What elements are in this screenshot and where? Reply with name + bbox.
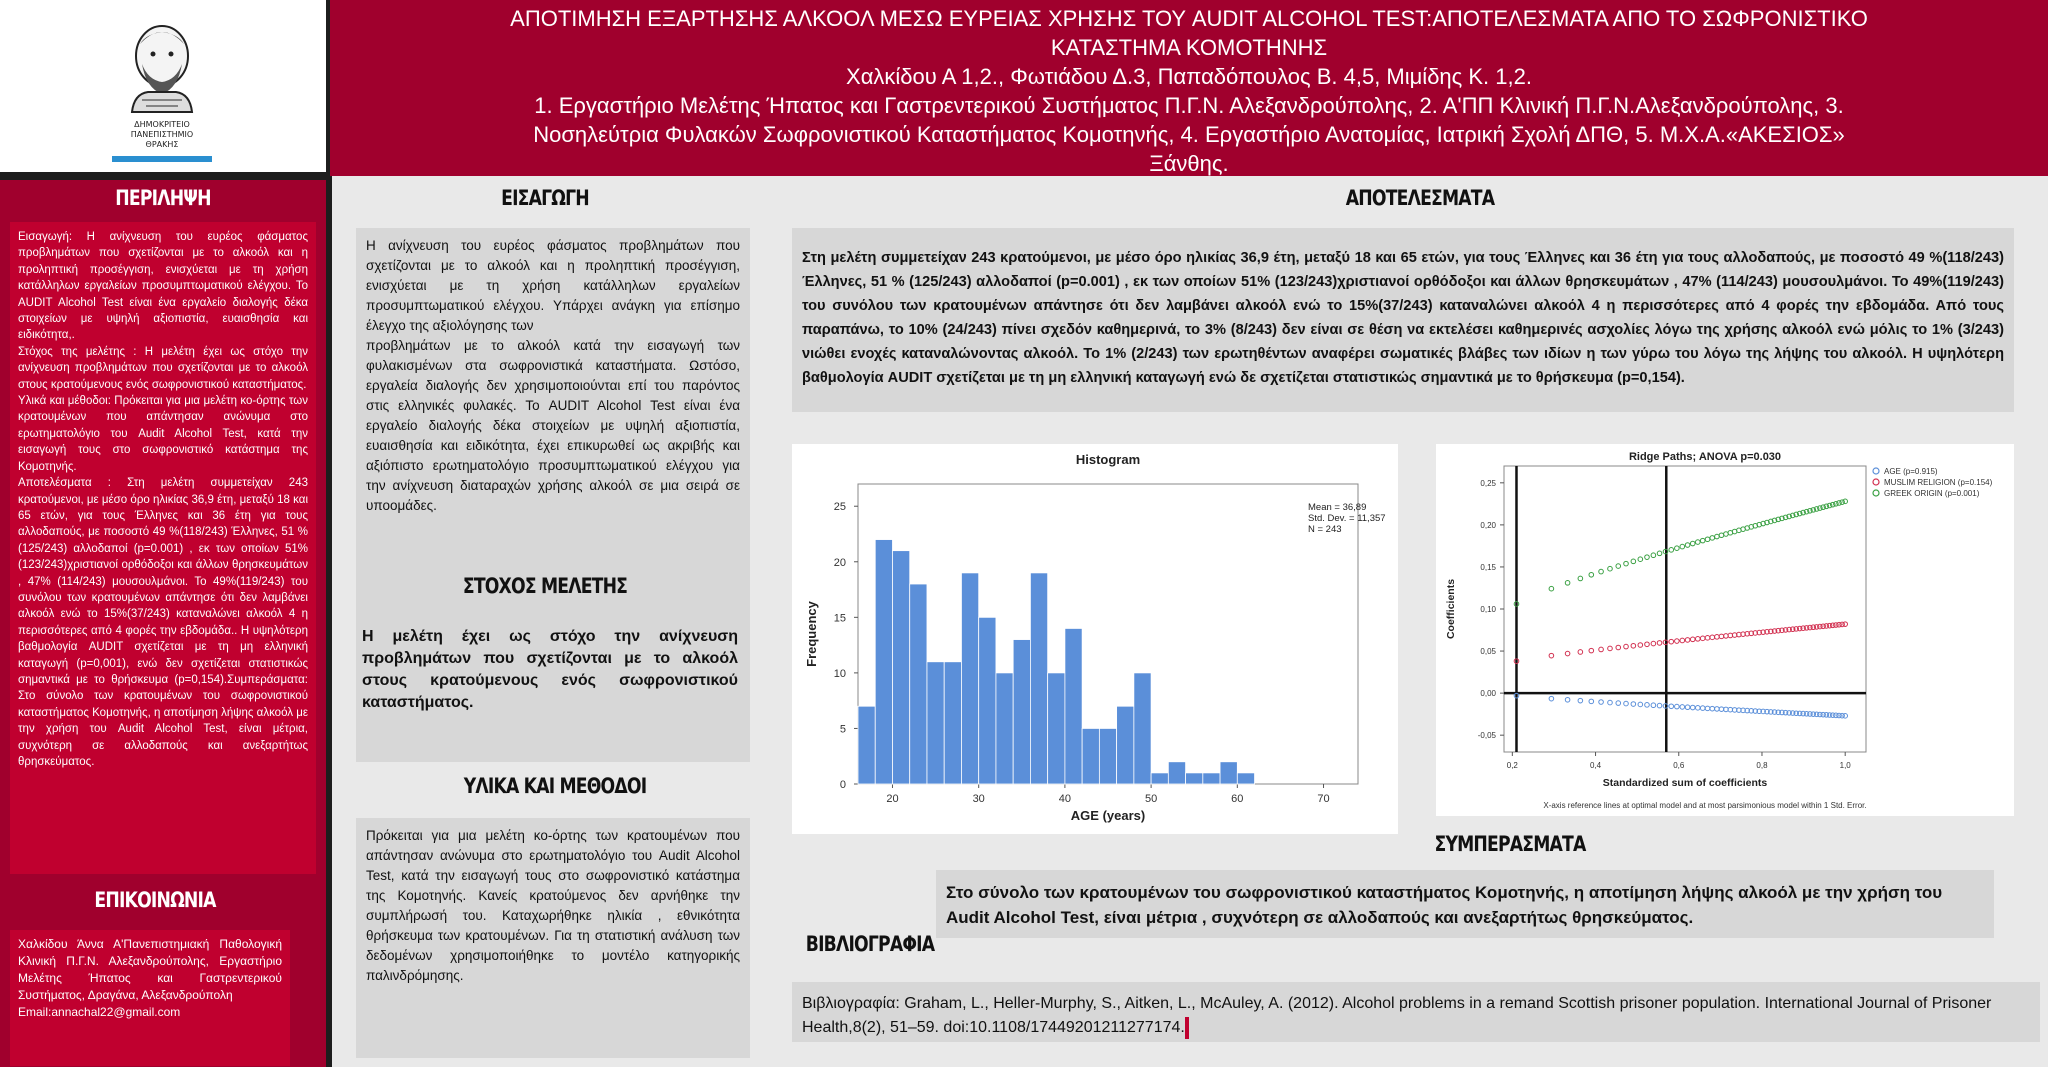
histogram-bar: [927, 662, 944, 784]
results-box: [792, 228, 2014, 412]
ridge-footnote: X-axis reference lines at optimal model and at most parsimonious model within 1 Std. Error.: [1543, 801, 1867, 810]
conclusions-text: Στο σύνολο των κρατουμένων του σωφρονιστικού καταστήματος Κομοτηνής, η αποτίμηση λήψης αλκοόλ με την χρήση του Audit Alcohol Test, είναι μέτρια , συχνότερη σε αλλοδαπούς και ανεξαρτήτως θρησκεύματος.: [946, 883, 1943, 927]
x-tick-label: 70: [1317, 793, 1330, 805]
histogram-bar: [1237, 773, 1254, 784]
histogram-sd: Std. Dev. = 11,357: [1308, 513, 1386, 524]
ridge-y-label: Coefficients: [1445, 578, 1457, 640]
y-tick-label: 0,10: [1480, 605, 1496, 614]
ridge-title: Ridge Paths; ANOVA p=0.030: [1628, 451, 1782, 463]
text-cursor: [1185, 1017, 1189, 1039]
x-tick-label: 30: [972, 793, 985, 805]
aim-heading: ΣΤΟΧΟΣ ΜΕΛΕΤΗΣ: [462, 574, 628, 598]
histogram-bar: [1013, 640, 1030, 784]
histogram-bar: [858, 706, 875, 784]
x-tick-label: 40: [1058, 793, 1072, 805]
column-separator: [326, 176, 332, 1067]
y-tick-label: 0,05: [1480, 647, 1496, 657]
histogram-bar: [910, 584, 927, 784]
intro-text-1: Η ανίχνευση του ευρέος φάσματος προβλημάτων που σχετίζονται με το αλκοόλ και η προληπτική προσέγγιση, ενισχύεται με τη χρήση κατάλληλων εργαλείων προσυμπτωματικού ελέγχου. Υπάρχει ανάγκη για επίσημο έλεγχο της αξιολόγησης των: [366, 238, 740, 333]
y-tick-label: 10: [833, 667, 846, 680]
histogram-panel: [792, 444, 1398, 834]
histogram-bar: [996, 673, 1013, 784]
x-tick-label: 0,6: [1673, 761, 1685, 770]
logo-panel: [0, 0, 330, 172]
histogram-bar: [1048, 673, 1065, 784]
histogram-bar: [1186, 773, 1203, 784]
y-tick-label: 0,25: [1480, 478, 1496, 488]
logo-underline: [112, 156, 212, 162]
legend-label: GREEK ORIGIN (p=0.001): [1884, 489, 1980, 498]
legend-marker: [1873, 479, 1879, 485]
header-divider: [0, 172, 330, 180]
histogram-bar: [1099, 728, 1116, 784]
histogram-bar: [875, 540, 892, 784]
abstract-methods: Υλικά και μέθοδοι: Πρόκειται για μια μελέτη κο-όρτης των κρατουμένων που απάντησαν ανώνυμα στο ερωτηματολόγιο του Audit Alcohol Test, κατά την εισαγωγή τους στο σωφρονιστικό κατάστημα της Κομοτηνής.: [18, 395, 308, 473]
histogram-chart: [792, 444, 1398, 834]
histogram-y-label: Frequency: [804, 601, 819, 667]
x-tick-label: 0,8: [1756, 761, 1768, 770]
histogram-bar: [1030, 573, 1047, 784]
logo-text-1: ΔΗΜΟΚΡΙΤΕΙΟ: [134, 120, 190, 129]
y-tick-label: -0,05: [1477, 731, 1496, 741]
histogram-bar: [1151, 773, 1168, 784]
democritus-bust-icon: [112, 14, 212, 114]
poster-authors: Χαλκίδου Α 1,2., Φωτιάδου Δ.3, Παπαδόπουλος Β. 4,5, Μιμίδης Κ. 1,2.: [846, 64, 1532, 89]
histogram-bar: [1203, 773, 1220, 784]
references-heading: ΒΙΒΛΙΟΓΡΑΦΙΑ: [805, 932, 935, 956]
methods-text: Πρόκειται για μια μελέτη κο-όρτης των κρατουμένων που απάντησαν ανώνυμα στο ερωτηματολόγιο του Audit Alcohol Test, κατά την εισαγωγή τους στο σωφρονιστικό κατάστημα της Κομοτηνής. Κανείς κρατούμενος δεν αρνήθηκε την συμπλήρωσή του. Καταχωρήθηκε ηλικία , εθνικότητα θρήσκευμα των κρατουμένων. Για τη στατιστική ανάλυση των δεδομένων χρησιμοποιήθηκε το μοντέλο κατηγορικής παλινδρόμησης.: [366, 828, 740, 983]
histogram-title: Histogram: [1075, 452, 1141, 467]
ridge-panel: [1436, 444, 2014, 816]
logo-text-3: ΘΡΑΚΗΣ: [145, 140, 179, 149]
conclusions-box: [936, 870, 1994, 938]
x-tick-label: 60: [1231, 793, 1244, 805]
legend-label: MUSLIM RELIGION (p=0.154): [1884, 478, 1993, 487]
contact-email[interactable]: Email:annachal22@gmail.com: [18, 1005, 181, 1019]
x-tick-label: 0,4: [1589, 761, 1602, 770]
abstract-heading: ΠΕΡΙΛΗΨΗ: [115, 186, 211, 210]
results-text: Στη μελέτη συμμετείχαν 243 κρατούμενοι, με μέσο όρο ηλικίας 36,9 έτη, μεταξύ 18 και 65 ετών, για τους Έλληνες και 36 έτη για τους αλλοδαπούς, με ποσοστό 49 %(118/243) Έλληνες, 51 % (125/243) αλλοδαποί (p=0.001) , εκ των οποίων 51% (123/243)χριστιανοί ορθόδοξοι και άλλων θρησκευμάτων , 47% (114/243) μουσουλμάνοι. Το 49%(119/243) του συνόλου των κρατουμένων απάντησε ότι δεν λαμβάνει αλκοόλ ενώ το 15%(37/243) καταναλώνει αλκοόλ 4 η περισσότερες από 4 φορές την εβδομάδα. Από τους παραπάνω, το 10% (24/243) πίνει σχεδόν καθημερινά, το 3% (8/243) δεν είναι σε θέση να εκτελέσει καθημερινές ασχολίες λόγω της χρήσης αλκοόλ ενώ μόλις το 1% (3/243) νιώθει ενοχές καταναλώνοντας αλκοόλ. Το 1% (2/243) των ερωτηθέντων αναφέρει σωματικές βλάβες των ιδίων η των γύρω του λόγω της λήψης του αλκοόλ. Η υψηλότερη βαθμολογία AUDIT σχετίζεται με τη μη ελληνική καταγωγή ενώ δε σχετίζεται στατιστικώς σημαντικά με το θρήσκευμα (p=0,154).: [802, 250, 2004, 386]
y-tick-label: 20: [833, 556, 846, 569]
ridge-x-label: Standardized sum of coefficients: [1602, 777, 1768, 789]
abstract-aim: Στόχος της μελέτης : Η μελέτη έχει ως στόχο την ανίχνευση προβλημάτων που σχετίζονται με το αλκοόλ στους κρατούμενους ενός σωφρονιστικού καταστήματος.: [18, 345, 308, 391]
x-tick-label: 1,0: [1839, 761, 1851, 770]
poster-header: [330, 0, 2048, 176]
y-tick-label: 25: [833, 501, 846, 514]
logo-text-2: ΠΑΝΕΠΙΣΤΗΜΙΟ: [130, 130, 194, 139]
abstract-box: [10, 222, 316, 874]
legend-marker: [1873, 468, 1879, 474]
x-tick-label: 0,2: [1506, 761, 1518, 770]
histogram-mean: Mean = 36,89: [1308, 502, 1367, 513]
histogram-bar: [961, 573, 978, 784]
histogram-n: N = 243: [1308, 524, 1342, 535]
poster-affiliations: 1. Εργαστήριο Μελέτης Ήπατος και Γαστρεντερικού Συστήματος Π.Γ.Ν. Αλεξανδρούπολης, 2. Α'ΠΠ Κλινική Π.Γ.Ν.Αλεξανδρούπολης, 3. Νοσηλεύτρια Φυλακών Σωφρονιστικού Καταστήματος Κομοτηνής, 4. Εργαστήριο Ανατομίας, Ιατρική Σχολή ΔΠΘ, 5. Μ.Χ.Α.«ΑΚΕΣΙΟΣ» Ξάνθης.: [533, 93, 1845, 176]
x-tick-label: 20: [886, 793, 899, 805]
y-tick-label: 0,15: [1480, 562, 1496, 572]
histogram-x-label: AGE (years): [1070, 808, 1146, 823]
y-tick-label: 5: [839, 723, 846, 736]
histogram-bar: [979, 617, 996, 784]
histogram-bar: [1117, 706, 1134, 784]
x-tick-label: 50: [1144, 793, 1158, 805]
histogram-bar: [1065, 628, 1082, 784]
poster-title: ΑΠΟΤΙΜΗΣΗ ΕΞΑΡΤΗΣΗΣ ΑΛΚΟΟΛ ΜΕΣΩ ΕΥΡΕΙΑΣ ΧΡΗΣΗΣ ΤΟΥ AUDIT ALCOHOL TEST:ΑΠΟΤΕΛΕΣΜΑΤΑ ΑΠΟ ΤΟ ΣΩΦΡΟΝΙΣΤΙΚΟ ΚΑΤΑΣΤΗΜΑ ΚΟΜΟΤΗΝΗΣ: [510, 6, 1868, 60]
results-heading: ΑΠΟΤΕΛΕΣΜΑΤΑ: [1345, 186, 1495, 210]
intro-text-2: προβλημάτων με το αλκοόλ κατά την εισαγωγή των φυλακισμένων στα σωφρονιστικά καταστήματα. Ωστόσο, εργαλεία διαλογής δεν χρησιμοποιούνται επί του παρόντος στις ελληνικές φυλακές. Το AUDIT Alcohol Test είναι ένα εργαλείο διαλογής δέκα στοιχείων με υψηλή αξιοπιστία, ευαισθησία και ειδικότητα, έχει επικυρωθεί ως ακριβής και αξιόπιστο ερωτηματολόγιο προσυμπτωματικού ελέγχου για την ανίχνευση διαταραχών χρήσης αλκοόλ σε μια σειρά σε υποομάδες.: [366, 338, 740, 513]
histogram-bar: [1134, 673, 1151, 784]
references-text: Βιβλιογραφία: Graham, L., Heller-Murphy, S., Aitken, L., McAuley, A. (2012). Alcohol problems in a remand Scottish prisoner population. International Journal of Prisoner Health,8(2), 51–59. doi:10.1108/17449201211277174.: [802, 995, 1992, 1036]
y-tick-label: 15: [833, 612, 846, 625]
histogram-bar: [892, 551, 909, 784]
histogram-bar: [1168, 762, 1185, 784]
histogram-bar: [1082, 728, 1099, 784]
contact-box: [10, 930, 290, 1066]
intro-heading: ΕΙΣΑΓΩΓΗ: [501, 186, 589, 210]
references-box: [792, 982, 2040, 1042]
methods-heading: ΥΛΙΚΑ ΚΑΙ ΜΕΘΟΔΟΙ: [463, 774, 647, 798]
conclusions-heading: ΣΥΜΠΕΡΑΣΜΑΤΑ: [1434, 832, 1586, 856]
ridge-paths-chart: [1436, 444, 2014, 816]
y-tick-label: 0,20: [1480, 520, 1496, 530]
histogram-bar: [1220, 762, 1237, 784]
aim-text: Η μελέτη έχει ως στόχο την ανίχνευση προβλημάτων που σχετίζονται με το αλκοόλ στους κρατούμενους ενός σωφρονιστικού καταστήματος.: [362, 628, 738, 711]
histogram-bar: [944, 662, 961, 784]
methods-box: [356, 818, 750, 1058]
legend-label: AGE (p=0.915): [1884, 467, 1938, 476]
y-tick-label: 0,00: [1480, 689, 1496, 699]
abstract-results: Αποτελέσματα : Στη μελέτη συμμετείχαν 243 κρατούμενοι, με μέσο όρο ηλικίας 36,9 έτη, μεταξύ 18 και 65 ετών, για τους Έλληνες και 36 έτη για τους αλλοδαπούς, με ποσοστό 49 %(118/243) Έλληνες, 51 % (125/243) αλλοδαποί (p=0.001) , εκ των οποίων 51% (123/243)χριστιανοί ορθόδοξοι και άλλων θρησκευμάτων , 47% (114/243) μουσουλμάνοι. Το 49%(119/243) του συνόλου των κρατουμένων απάντησε ότι δεν λαμβάνει αλκοόλ ενώ το 15%(37/243) καταναλώνει αλκοόλ 4 η περισσότερες από 4 φορές την εβδομάδα.. Η υψηλότερη βαθμολογία AUDIT σχετίζεται με τη μη ελληνική καταγωγή (p=0,001), ενώ δεν σχετίζεται στατιστικώς σημαντικά με το θρήσκευμα (p=0,154).Συμπεράσματα: Στο σύνολο των κρατουμένων του σωφρονιστικού καταστήματος Κομοτηνής, η αποτίμηση λήψης αλκοόλ με την χρήση του Audit Alcohol Test, είναι μέτρια, συχνότερη σε αλλοδαπούς και ανεξαρτήτως θρησκεύματος.: [18, 477, 308, 768]
legend-marker: [1873, 490, 1879, 496]
abstract-intro: Εισαγωγή: Η ανίχνευση του ευρέος φάσματος προβλημάτων που σχετίζονται με το αλκοόλ και η προληπτική προσέγγιση, ενισχύεται με τη χρήση κατάλληλων εργαλείων προσυμπτωματικού ελέγχου. Το AUDIT Alcohol Test είναι ένα εργαλείο διαλογής δέκα στοιχείων με υψηλή αξιοπιστία, ευαισθησία και ειδικότητα,.: [18, 231, 308, 342]
contact-heading: ΕΠΙΚΟΙΝΩΝΙΑ: [94, 888, 216, 912]
y-tick-label: 0: [839, 779, 846, 791]
contact-text: Χαλκίδου Άννα Α'Πανεπιστημιακή Παθολογική Κλινική Π.Γ.Ν. Αλεξανδρούπολης, Εργαστήριο Μελέτης Ήπατος και Γαστρεντερικού Συστήματος, Δραγάνα, Αλεξανδρούπολη: [18, 937, 282, 1002]
